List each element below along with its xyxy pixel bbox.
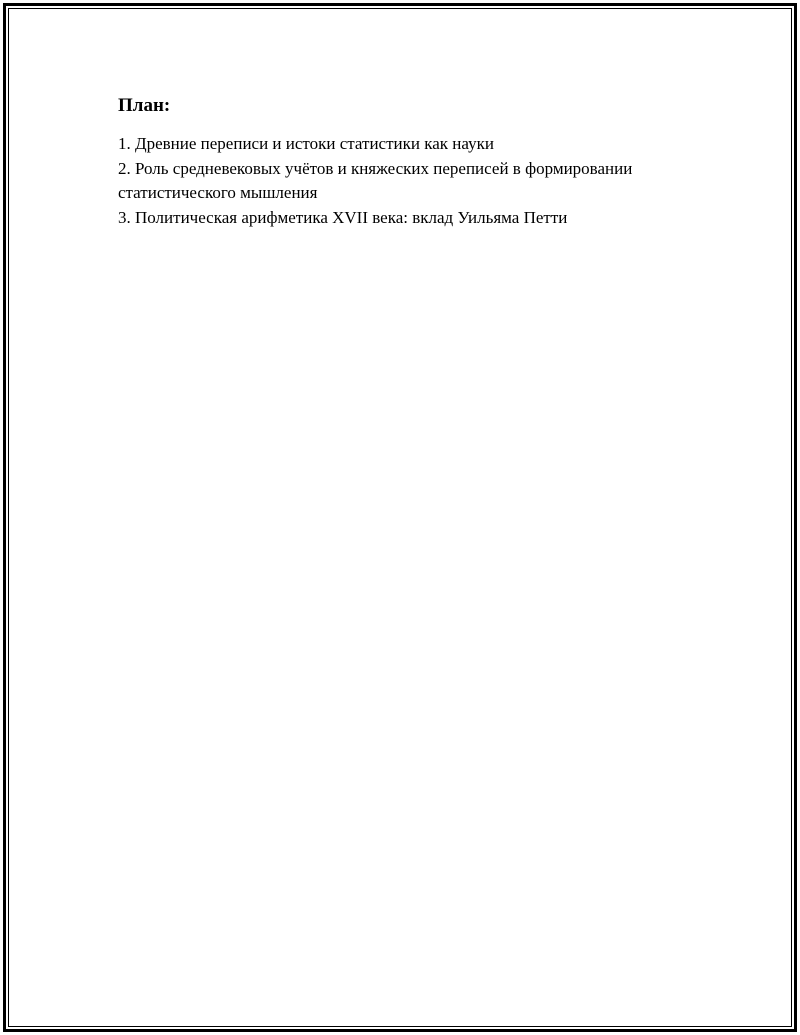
plan-item-2: 2. Роль средневековых учётов и княжеских переписей в формировании статистического мышления	[118, 158, 633, 202]
plan-item-3: 3. Политическая арифметика XVII века: вклад Уильяма Петти	[118, 207, 568, 227]
plan-heading: План:	[118, 95, 171, 116]
plan-item-1: 1. Древние переписи и истоки статистики как науки	[118, 134, 494, 153]
page-content	[118, 94, 718, 230]
plan-list	[118, 132, 718, 230]
